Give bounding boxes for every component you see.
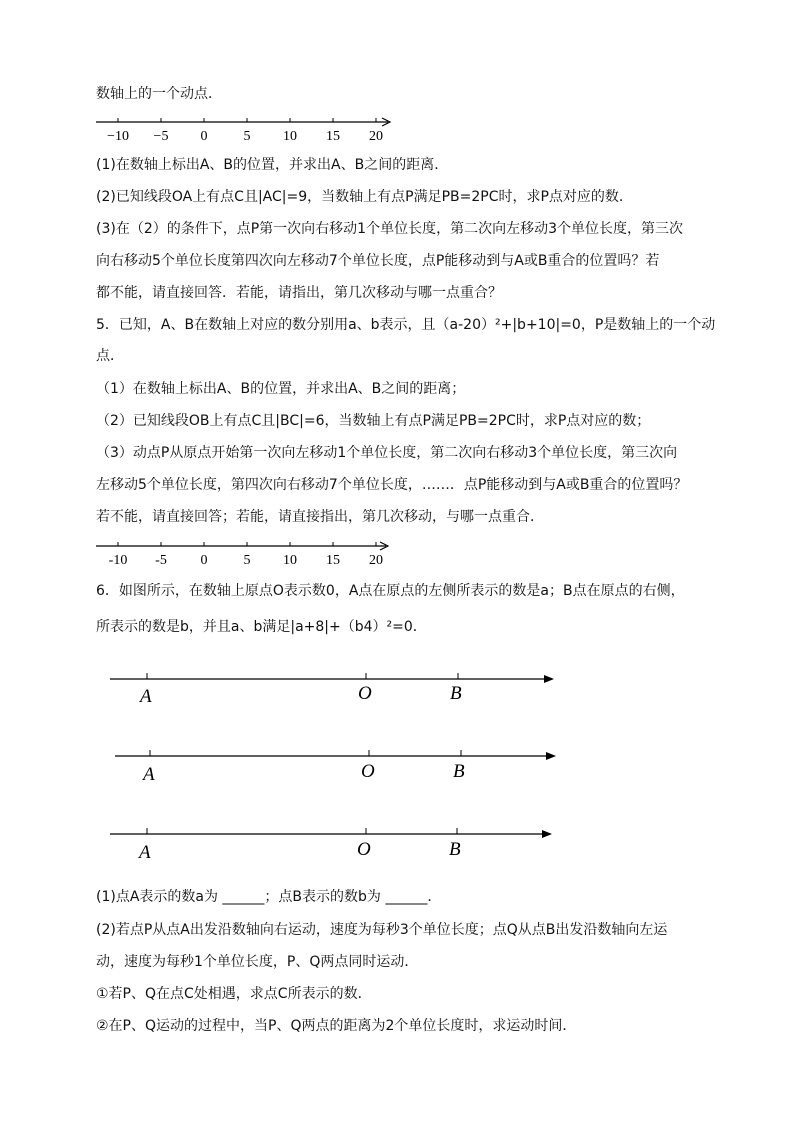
point-o-label: O	[357, 839, 371, 860]
q6-sub1: ①若P、Q在点C处相遇，求点C所表示的数．	[96, 986, 372, 1002]
figure-number-lines	[100, 660, 560, 870]
q4-part1: (1)在数轴上标出A、B的位置，并求出A、B之间的距离．	[96, 157, 449, 173]
number-line-1	[90, 112, 400, 146]
q5-line6: 左移动5个单位长度，第四次向右移动7个单位长度，……．点P能移动到与A或B重合的位置吗？	[96, 477, 688, 493]
q4-part3-line2: 向右移动5个单位长度第四次向左移动7个单位长度，点P能移动到与A或B重合的位置吗？若	[96, 253, 660, 269]
tick-label: −10	[107, 129, 129, 144]
tick-label: 15	[326, 553, 340, 568]
point-b-label: B	[449, 839, 461, 860]
q5-line4: （2）已知线段OB上有点C且|BC|=6，当数轴上有点P满足PB=2PC时，求P点对应的数；	[96, 413, 651, 429]
q6-part2-line2: 动，速度为每秒1个单位长度，P、Q两点同时运动．	[96, 954, 419, 970]
q5-line2: 点．	[96, 348, 124, 364]
q5-line5: （3）动点P从原点开始第一次向左移动1个单位长度，第二次向右移动3个单位长度，第三次向	[96, 445, 678, 461]
q6-part2-line1: (2)若点P从点A出发沿数轴向右运动，速度为每秒3个单位长度；点Q从点B出发沿数轴向左运	[96, 922, 668, 938]
tick-label: 10	[283, 129, 297, 144]
q5-line7: 若不能，请直接回答；若能，请直接指出，第几次移动，与哪一点重合．	[96, 509, 544, 525]
tick-label: 5	[243, 129, 251, 144]
q6-line1: 6．如图所示，在数轴上原点O表示数0，A点在原点的左侧所表示的数是a；B点在原点的右侧，	[96, 583, 685, 599]
tick-label: 0	[200, 553, 208, 568]
tick-label: 10	[283, 553, 297, 568]
intro-text: 数轴上的一个动点．	[96, 86, 222, 102]
q5-line1: 5．已知，A、B在数轴上对应的数分别用a、b表示，且（a-20）²+|b+10|=0，P是数轴上的一个动	[96, 317, 716, 333]
tick-label: −5	[153, 129, 169, 144]
q4-part3-line1: (3)在（2）的条件下，点P第一次向右移动1个单位长度，第二次向左移动3个单位长度，第三次	[96, 221, 683, 237]
q5-line3: （1）在数轴上标出A、B的位置，并求出A、B之间的距离；	[96, 381, 466, 397]
point-a-label: A	[139, 842, 151, 863]
number-line-2	[90, 538, 400, 572]
point-a-label: A	[143, 764, 155, 785]
tick-label: 15	[326, 129, 340, 144]
point-o-label: O	[358, 683, 372, 704]
point-b-label: B	[450, 683, 462, 704]
q6-part1: (1)点A表示的数a为 ______；点B表示的数b为 ______．	[96, 889, 442, 905]
q4-part3-line3: 都不能，请直接回答．若能，请指出，第几次移动与哪一点重合？	[96, 285, 502, 301]
q4-part2: (2)已知线段OA上有点C且|AC|=9，当数轴上有点P满足PB=2PC时，求P点对应的数．	[96, 189, 633, 205]
point-a-label: A	[140, 686, 152, 707]
q6-sub2: ②在P、Q运动的过程中，当P、Q两点的距离为2个单位长度时，求运动时间．	[96, 1018, 577, 1034]
point-b-label: B	[453, 761, 465, 782]
tick-label: -5	[155, 553, 167, 568]
tick-label: 20	[369, 553, 383, 568]
tick-label: 5	[243, 553, 251, 568]
q6-line2: 所表示的数是b，并且a、b满足|a+8|+（b4）²=0．	[96, 619, 427, 635]
point-o-label: O	[361, 761, 375, 782]
tick-label: -10	[108, 553, 128, 568]
tick-label: 0	[200, 129, 208, 144]
tick-label: 20	[369, 129, 383, 144]
